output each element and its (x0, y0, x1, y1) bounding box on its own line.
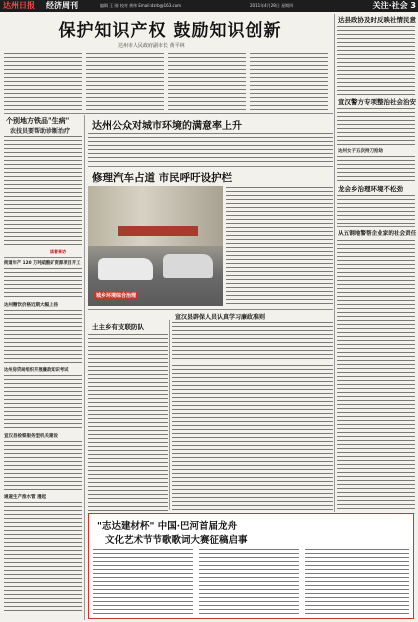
masthead (0, 0, 418, 12)
main-story-col-2 (86, 52, 164, 110)
satisfaction-body (88, 132, 333, 164)
divider (4, 113, 333, 114)
shop-awning (118, 226, 198, 236)
ad-body-col-2 (199, 548, 299, 616)
editor-meta: 编辑 王 刚 校对 黄伟 Email:dzrb@163.com (100, 3, 182, 8)
right-top-headline: 达县政协及时反映社情民意 (338, 16, 416, 24)
xuanhan-body-2 (172, 364, 333, 510)
left-story2-title: 街道年产 120 万吨硫酸矿资源项目开工 (4, 261, 81, 266)
reader-visit-label: 读者来访 (50, 249, 66, 254)
right-story2-body (337, 107, 415, 145)
left-story4-title: 达州房贷局组织开展廉政知识考试 (4, 368, 69, 373)
section-title: 经济周刊 (46, 1, 78, 10)
ad-title-line1: "志达建材杯" 中国·巴河首届龙舟 (97, 521, 238, 532)
street-photo (88, 186, 223, 306)
divider (4, 257, 82, 258)
car (98, 258, 153, 280)
main-headline: 保护知识产权 鼓励知识创新 (58, 21, 282, 41)
ad-body-col-3 (305, 548, 409, 616)
issue-date: 2011年4月28日 星期四 (250, 3, 294, 8)
ad-body-col-1 (93, 548, 193, 616)
xuanhan-headline: 宣汉县辟保人员认真学习廉政准则 (175, 314, 266, 321)
right-top-body (337, 25, 415, 95)
left-story4-body (4, 374, 82, 429)
contest-announcement (88, 513, 414, 619)
right-story2-title: 宣汉警方专项整治社会治安 (338, 98, 416, 106)
main-story-col-1 (4, 52, 82, 110)
left-story5-body (4, 440, 82, 490)
left-story1-title: 个别地方铁品"生病" (6, 116, 70, 125)
parking-body-right (226, 186, 333, 306)
photo-caption: 城乡环境综合治理 (96, 293, 137, 299)
left-story1-body (4, 135, 82, 245)
column-rule (84, 115, 85, 620)
right-story4-body (337, 194, 415, 224)
column-rule (169, 320, 170, 510)
right-story3-body (337, 155, 415, 181)
column-rule (334, 14, 335, 512)
page-tag: 关注·社会 3 (372, 1, 416, 10)
left-story2-body (4, 267, 82, 299)
left-story1-subtitle: 农技员要帮助诊断治疗 (10, 128, 71, 135)
divider (88, 309, 333, 310)
right-story4-title: 龙会乡治理环境不松劲 (338, 185, 403, 193)
ad-title-line2: 文化艺术节节歌歌词大赛征稿启事 (105, 535, 248, 546)
left-story6-body (4, 501, 82, 613)
land-headline: 土主乡有支联防队 (92, 323, 144, 331)
left-story3-title: 达州糖饮价格近期大幅上扬 (4, 303, 58, 308)
left-story5-title: 宣汉县检察服务型机关建设 (4, 434, 58, 439)
newspaper-logo: 达州日报 (3, 1, 35, 10)
right-story3-title: 达州女子五次持刀抢劫 (338, 149, 383, 154)
divider (337, 226, 415, 227)
left-story3-body (4, 309, 82, 364)
main-story-col-4 (250, 52, 328, 110)
satisfaction-headline: 达州公众对城市环境的满意率上升 (92, 121, 242, 132)
main-story-col-3 (168, 52, 246, 110)
divider (88, 166, 333, 167)
parking-headline: 修理汽车占道 市民呼吁设护栏 (92, 172, 233, 184)
car (163, 254, 213, 278)
xuanhan-body (172, 321, 333, 361)
left-story6-title: 通遂生产淮水管 漫起 (4, 495, 47, 500)
main-byline: 达州市人民政府副市长 黄平林 (118, 43, 185, 49)
land-body (88, 333, 168, 513)
right-feature-body (337, 239, 415, 509)
building (88, 186, 223, 246)
right-feature-headline: 从五钢地警帮企业家的社会责任 (338, 231, 417, 237)
